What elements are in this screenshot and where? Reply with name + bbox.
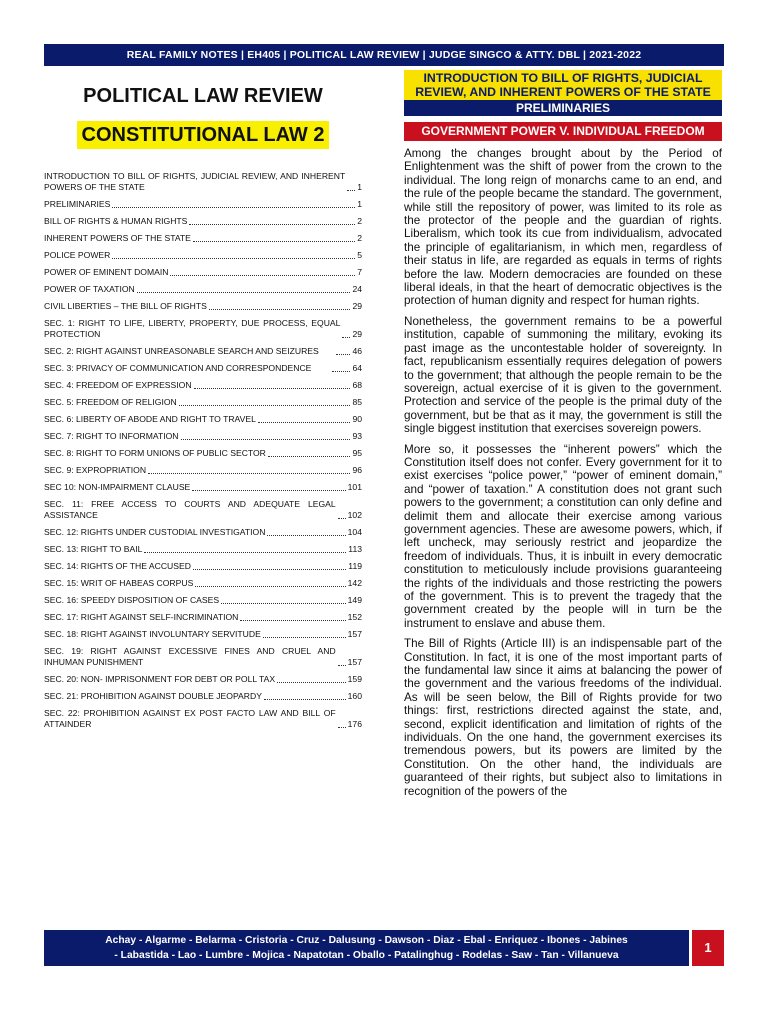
toc-entry[interactable] [44,708,362,730]
paragraph: Among the changes brought about by the Period of Enlightenment was the shift of power from the crown to the individual. The long reign of monarchs came to an end, and the rule of the people became the standard. The government, while still the repository of power, was limited to its role as the protector of the people and the guardian of rights. Liberalism, which took its cue from individualism, advocated the principle of egalitarianism, in which men, regardless of their status in life, are regarded as equals in terms of rights before the law. Modern democracies are founded on these liberal ideals, in that the heart of democratic objectives is the protection of human dignity and respect for human rights. [404,147,722,308]
toc-entry-label: SEC. 21: PROHIBITION AGAINST DOUBLE JEOPARDY [44,691,262,701]
toc-entry-label: SEC. 3: PRIVACY OF COMMUNICATION AND CORRESPONDENCE [44,363,312,373]
toc-leader-dots [144,552,346,553]
paragraph: The Bill of Rights (Article III) is an indispensable part of the Constitution. In fact, it is one of the most important parts of the fundamental law since it aims at balancing the power of the government and the various freedoms of the individual. As will be seen below, the Bill of Rights provide for two things: first, restrictions directed against the state, and, second, explicit identification and limitation of rights of the individuals. On the one hand, the government exercises its tremendous powers, but its powers are limited by the Constitution. On the other hand, the individuals are guaranteed of their rights, but subject also to limitations in recognition of the powers of the [404,637,722,798]
toc-entry-page: 159 [347,674,362,684]
toc-leader-dots [332,371,351,372]
footer-line-1: Achay - Algarme - Belarma - Cristoria - Cruz - Dalusung - Dawson - Diaz - Ebal - Enriquez - Ibones - Jabines [105,935,628,946]
toc-leader-dots [338,518,346,519]
toc-entry-label: SEC. 1: RIGHT TO LIFE, LIBERTY, PROPERTY, DUE PROCESS, EQUAL PROTECTION [44,318,341,339]
toc-entry-label: INHERENT POWERS OF THE STATE [44,233,191,243]
toc-entry-page: 152 [347,612,362,622]
toc-entry-label: SEC. 5: FREEDOM OF RELIGION [44,397,177,407]
toc-entry[interactable] [44,318,362,340]
toc-entry-page: 142 [347,578,362,588]
topic-heading: GOVERNMENT POWER V. INDIVIDUAL FREEDOM [404,122,722,141]
toc-entry-page: 113 [348,544,362,554]
toc-entry[interactable] [44,284,362,295]
toc-entry-page: 102 [347,510,362,520]
toc-leader-dots [148,473,350,474]
toc-entry-page: 93 [352,431,362,441]
toc-leader-dots [112,207,355,208]
toc-entry[interactable] [44,482,362,493]
toc-leader-dots [195,586,345,587]
toc-entry[interactable] [44,346,362,357]
toc-entry-page: 64 [352,363,362,373]
toc-entry-label: SEC. 14: RIGHTS OF THE ACCUSED [44,561,191,571]
toc-leader-dots [189,224,355,225]
toc-entry-page: 2 [357,233,362,243]
body-text [404,147,722,798]
footer-authors [44,930,689,966]
toc-entry-label: SEC. 16: SPEEDY DISPOSITION OF CASES [44,595,220,605]
toc-leader-dots [181,439,351,440]
header-bar: REAL FAMILY NOTES | EH405 | POLITICAL LAW REVIEW | JUDGE SINGCO & ATTY. DBL | 2021-2022 [44,44,724,66]
toc-entry[interactable] [44,363,362,374]
toc-leader-dots [193,241,355,242]
toc-entry[interactable] [44,595,362,606]
toc-entry[interactable] [44,646,362,668]
toc-entry-label: SEC. 9: EXPROPRIATION [44,465,147,475]
paragraph: Nonetheless, the government remains to be a powerful institution, capable of summoning the military, evoking its past image as the uncontestable holder of sovereignty. In fact, republicanism essentially requires delegation of powers to the government; that although the people remain to be the sovereign, actual exercise of it is given to the government. Protection and service of the people is the primal duty of the government, but be that as it may, the government is still the single biggest institution that exercises sovereign powers. [404,314,722,436]
toc-entry[interactable] [44,267,362,278]
page-title: POLITICAL LAW REVIEW [83,85,323,107]
toc-entry[interactable] [44,380,362,391]
toc-entry-label: POWER OF TAXATION [44,284,135,294]
toc-entry-page: 157 [347,629,362,639]
toc-entry-page: 2 [357,216,362,226]
toc-entry[interactable] [44,465,362,476]
toc-entry[interactable] [44,691,362,702]
toc-list [44,171,362,730]
toc-entry-page: 1 [357,182,362,192]
toc-entry-page: 7 [357,267,362,277]
toc-entry[interactable] [44,414,362,425]
toc-entry-page: 95 [352,448,362,458]
toc-entry[interactable] [44,499,362,521]
toc-leader-dots [264,699,346,700]
toc-entry-label: SEC. 13: RIGHT TO BAIL [44,544,143,554]
toc-leader-dots [193,569,346,570]
toc-entry-label: SEC. 20: NON- IMPRISONMENT FOR DEBT OR POLL TAX [44,674,276,684]
toc-leader-dots [137,292,351,293]
toc-leader-dots [338,665,346,666]
toc-entry-page: 157 [347,657,362,667]
toc-entry-label: SEC. 19: RIGHT AGAINST EXCESSIVE FINES AND CRUEL AND INHUMAN PUNISHMENT [44,646,336,667]
toc-entry[interactable] [44,250,362,261]
toc-leader-dots [209,309,351,310]
toc-entry[interactable] [44,216,362,227]
toc-entry[interactable] [44,301,362,312]
table-of-contents-column [44,82,362,736]
section-heading: INTRODUCTION TO BILL OF RIGHTS, JUDICIAL REVIEW, AND INHERENT POWERS OF THE STATE [404,70,722,100]
toc-entry-label: SEC. 12: RIGHTS UNDER CUSTODIAL INVESTIGATION [44,527,266,537]
toc-entry[interactable] [44,527,362,538]
toc-leader-dots [336,354,351,355]
toc-entry[interactable] [44,674,362,685]
toc-entry-page: 24 [352,284,362,294]
toc-leader-dots [258,422,351,423]
toc-entry-label: POLICE POWER [44,250,111,260]
page-subtitle: CONSTITUTIONAL LAW 2 [77,121,330,149]
footer-line-2: - Labastida - Lao - Lumbre - Mojica - Napatotan - Oballo - Patalinghug - Rodelas - Saw - Tan - Villanueva [114,950,619,961]
toc-entry-label: SEC. 6: LIBERTY OF ABODE AND RIGHT TO TRAVEL [44,414,256,424]
toc-entry-page: 176 [347,719,362,729]
toc-leader-dots [170,275,355,276]
page-number: 1 [692,930,724,966]
toc-leader-dots [112,258,355,259]
toc-entry-page: 104 [347,527,362,537]
toc-entry-page: 46 [352,346,363,356]
toc-entry-label: SEC. 2: RIGHT AGAINST UNREASONABLE SEARCH AND SEIZURES [44,346,319,356]
toc-entry-page: 29 [352,301,362,311]
toc-entry[interactable] [44,431,362,442]
toc-entry-page: 160 [347,691,362,701]
toc-entry-label: SEC 10: NON-IMPAIRMENT CLAUSE [44,482,191,492]
toc-entry-label: SEC. 4: FREEDOM OF EXPRESSION [44,380,192,390]
toc-leader-dots [192,490,345,491]
toc-leader-dots [347,190,355,191]
toc-entry[interactable] [44,612,362,623]
toc-entry-label: SEC. 22: PROHIBITION AGAINST EX POST FACTO LAW AND BILL OF ATTAINDER [44,708,336,729]
toc-entry-label: INTRODUCTION TO BILL OF RIGHTS, JUDICIAL REVIEW, AND INHERENT POWERS OF THE STATE [44,171,346,192]
toc-leader-dots [268,456,351,457]
toc-entry[interactable] [44,397,362,408]
toc-leader-dots [267,535,345,536]
toc-entry[interactable] [44,199,362,210]
toc-entry-page: 68 [352,380,362,390]
toc-entry-label: SEC. 11: FREE ACCESS TO COURTS AND ADEQUATE LEGAL ASSISTANCE [44,499,336,520]
toc-leader-dots [179,405,351,406]
toc-entry-page: 90 [352,414,362,424]
toc-leader-dots [338,727,346,728]
toc-leader-dots [277,682,346,683]
toc-entry-label: CIVIL LIBERTIES – THE BILL OF RIGHTS [44,301,207,311]
toc-entry-label: SEC. 7: RIGHT TO INFORMATION [44,431,179,441]
toc-entry[interactable] [44,578,362,589]
toc-entry-label: SEC. 17: RIGHT AGAINST SELF-INCRIMINATION [44,612,239,622]
toc-entry-page: 5 [357,250,362,260]
toc-entry-label: SEC. 8: RIGHT TO FORM UNIONS OF PUBLIC SECTOR [44,448,266,458]
toc-entry-page: 149 [347,595,362,605]
toc-leader-dots [221,603,346,604]
toc-entry[interactable] [44,171,362,193]
toc-entry-page: 29 [352,329,362,339]
toc-entry[interactable] [44,448,362,459]
toc-entry-label: SEC. 18: RIGHT AGAINST INVOLUNTARY SERVITUDE [44,629,261,639]
toc-entry[interactable] [44,561,362,572]
toc-entry[interactable] [44,233,362,244]
toc-leader-dots [263,637,346,638]
toc-leader-dots [240,620,345,621]
toc-entry[interactable] [44,629,362,640]
toc-leader-dots [342,337,350,338]
toc-entry-label: POWER OF EMINENT DOMAIN [44,267,169,277]
toc-leader-dots [194,388,351,389]
paragraph: More so, it possesses the “inherent powers” which the Constitution itself does not confer. Every government for it to exist exercises “police power,” “power of eminent domain,” and “power of taxation.” A constitution does not grant such powers to the government; a constitution can only define and delimit them and allocate their exercise among various government agencies. These are awesome powers, which, if left uncheck, may seriously restrict and jeopardize the freedom of individuals. Thus, it is inbuilt in every democratic constitution to meticulously include provisions guaranteeing the rights of the individuals and those restricting the powers of the government. This is to prevent the tragedy that the government created by the people will in turn be the instrument to enslave and abuse them. [404,442,722,630]
section-subheading: PRELIMINARIES [404,100,722,116]
toc-entry-page: 101 [347,482,362,492]
toc-entry[interactable] [44,544,362,555]
toc-entry-page: 119 [348,561,362,571]
content-column [404,70,722,805]
toc-entry-page: 96 [352,465,362,475]
toc-entry-label: SEC. 15: WRIT OF HABEAS CORPUS [44,578,194,588]
toc-entry-page: 1 [357,199,362,209]
toc-entry-label: BILL OF RIGHTS & HUMAN RIGHTS [44,216,188,226]
toc-entry-label: PRELIMINARIES [44,199,111,209]
toc-entry-page: 85 [352,397,362,407]
